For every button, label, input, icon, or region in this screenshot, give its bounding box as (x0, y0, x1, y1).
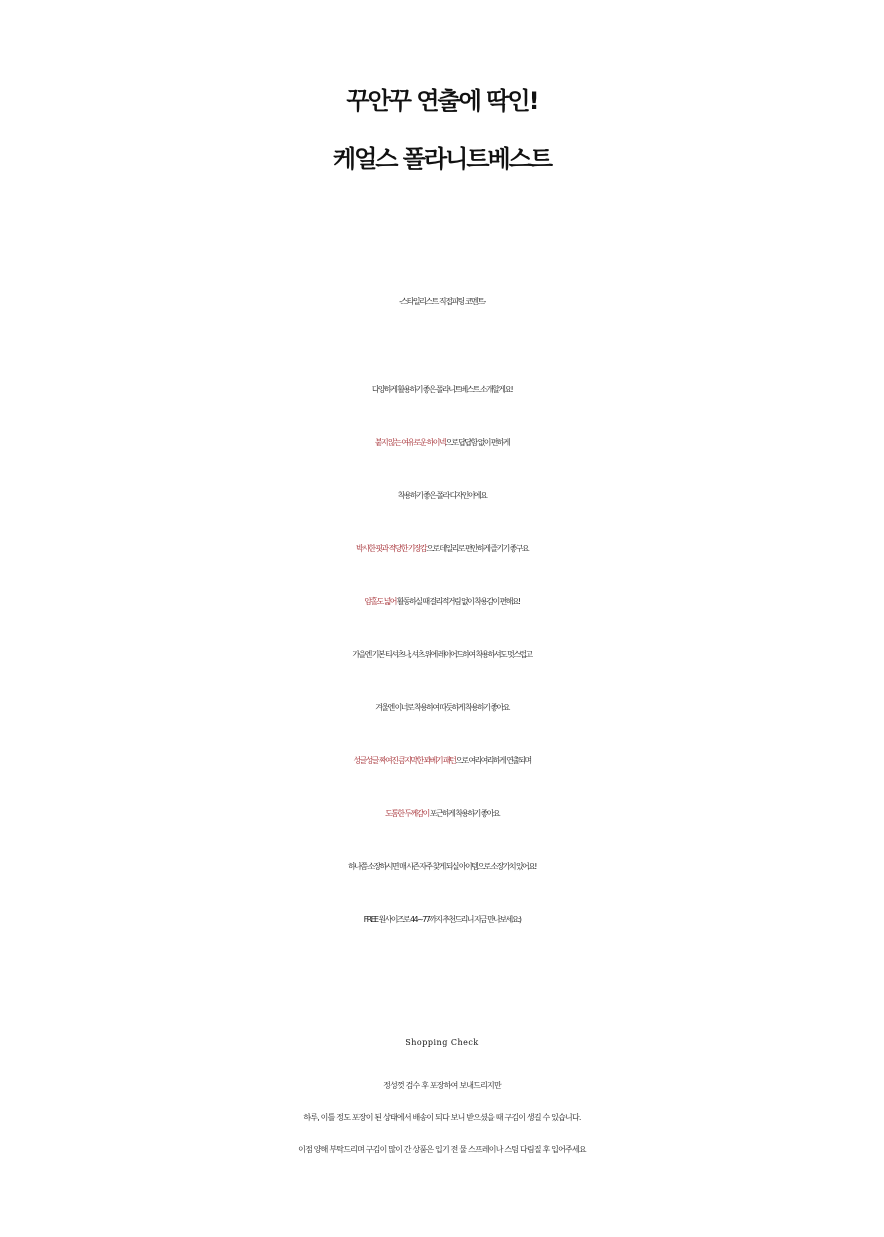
comment-highlight: 박시한 핏과 적당한 기장감 (355, 544, 427, 553)
comment-highlight: 붙지 않는 여유로운 하이넥 (374, 438, 446, 447)
shopping-check-notice (0, 1070, 884, 1166)
comment-line-8 (0, 734, 884, 787)
comment-highlight: 암홀도 넓어 (364, 597, 396, 606)
product-title (0, 72, 884, 188)
shopping-check-line-2: 하루, 이틀 정도 포장이 된 상태에서 배송이 되다 보니 받으셨을 때 구김이 생길 수 있습니다. (303, 1113, 581, 1122)
product-title-line-2: 케얼스 폴라니트베스트 (332, 145, 552, 173)
stylist-comment (0, 363, 884, 946)
comment-text: 으로 답답함 없이 편하게 (445, 438, 510, 447)
comment-line-7: 겨울엔 이너로 착용하여 따듯하게 착용하기 좋아요 (375, 703, 509, 712)
comment-line-11: FREE 원사이즈로 44~77까지 추천드리니 지금 만나보세요:) (363, 915, 521, 924)
comment-line-1: 다양하게 활용하기 좋은 폴라니트베스트 소개할게요! (371, 385, 513, 394)
shopping-check-line-1: 정성껏 검수 후 포장하여 보내드리지만 (383, 1081, 501, 1090)
comment-text: 포근하게 착용하기 좋아요 (428, 809, 500, 818)
comment-line-10: 하나쯤 소장하시면 매 시즌 자주 찾게 되실 아이템으로 소장가치 있어요! (348, 862, 536, 871)
comment-line-9 (0, 787, 884, 840)
comment-line-4 (0, 522, 884, 575)
comment-highlight: 성글성글 짜여진 큼지막한 꽈베기 패턴 (353, 756, 456, 765)
comment-text: 으로 데일리로 편안하게 즐기기 좋구요 (426, 544, 529, 553)
shopping-check-title: Shopping Check (405, 1038, 479, 1047)
comment-line-2 (0, 416, 884, 469)
comment-line-5 (0, 575, 884, 628)
comment-highlight: 도톰한 두께감이 (384, 809, 429, 818)
stylist-comment-heading: -스타일리스트 직접피팅 코멘트- (399, 297, 485, 306)
product-title-line-1: 꾸안꾸 연출에 딱인! (346, 87, 538, 115)
comment-text: 으로 여리여리하게 연출되며 (455, 756, 531, 765)
shopping-check-line-3: 이점 양해 부탁드리며 구김이 많이 간 상품은 입기 전 물 스프레이나 스팀 다림질 후 입어주세요 (298, 1145, 586, 1154)
comment-text: 활동하실 때 걸리적거림 없이 착용감이 편해요! (395, 597, 520, 606)
comment-line-6: 가을엔 기본 티셔츠나, 셔츠 위에 레이어드하여 착용하셔도 멋스럽고 (352, 650, 532, 659)
comment-line-3: 착용하기 좋은 폴라 디자인이에요 (397, 491, 487, 500)
